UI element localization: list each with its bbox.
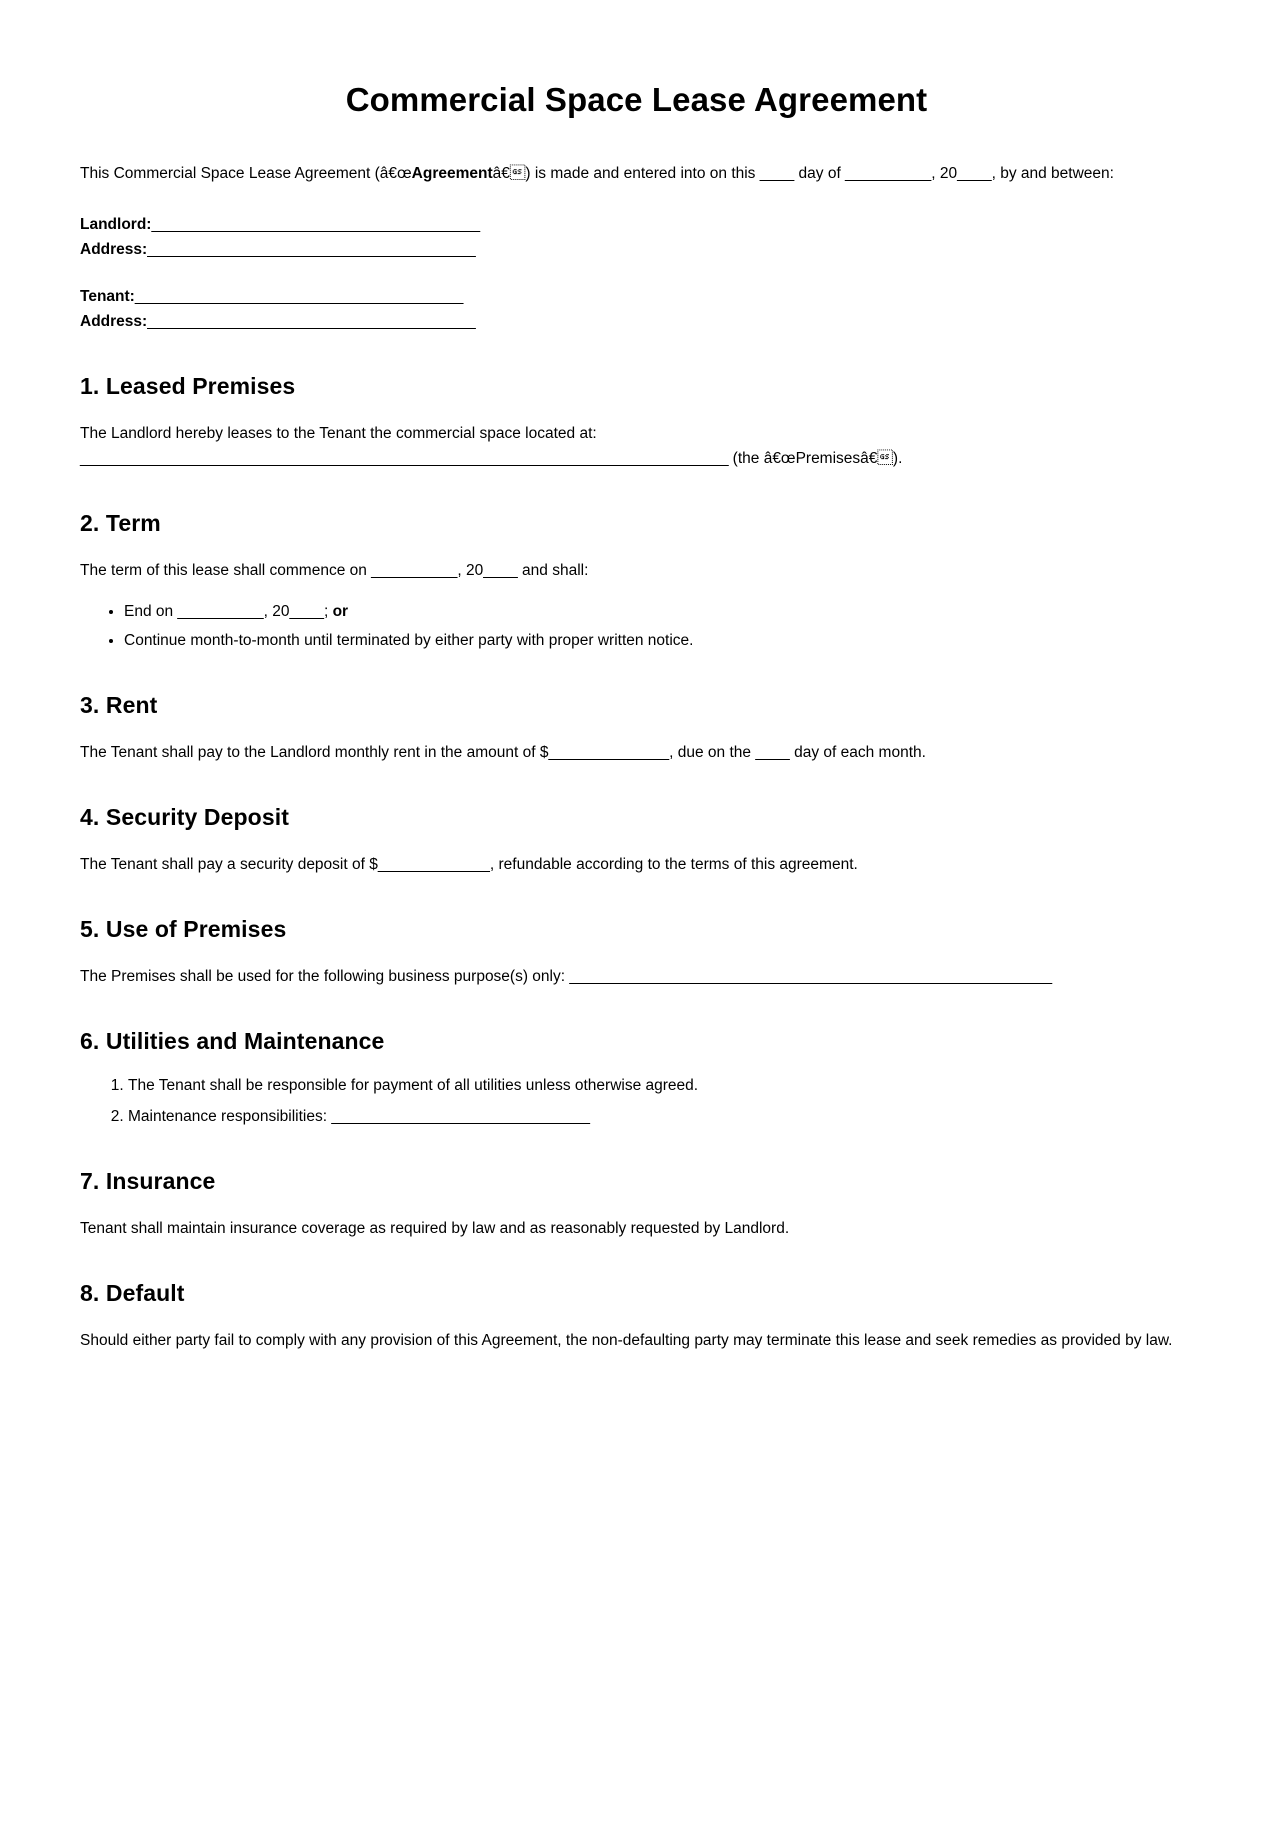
section-heading-use-of-premises: 5. Use of Premises <box>80 916 287 943</box>
leased-premises-text: The Landlord hereby leases to the Tenant the commercial space located at: <box>80 424 597 442</box>
leased-premises-address-line <box>80 446 1193 471</box>
landlord-address-line <box>80 237 1193 262</box>
list-item: 1. The Tenant shall be responsible for payment of all utilities unless otherwise agreed. <box>128 1073 1193 1098</box>
term-option-or-conjunction: or <box>332 603 349 621</box>
landlord-address-label: Address: <box>80 240 148 258</box>
use-of-premises-text: The Premises shall be used for the following business purpose(s) only: ________________________________________________________ <box>80 968 1053 986</box>
term-option-month-to-month-text: Continue month-to-month until terminated by either party with proper written notice. <box>124 632 694 650</box>
page-title: Commercial Space Lease Agreement <box>345 81 928 118</box>
landlord-line <box>80 212 1193 237</box>
tenant-address-blank-field[interactable]: _______________________________________ <box>147 312 476 330</box>
section-heading-term: 2. Term <box>80 510 161 537</box>
list-item: 2. Maintenance responsibilities: ______________________________ <box>128 1104 1193 1129</box>
list-item <box>124 599 1193 624</box>
tenant-address-line <box>80 309 1193 334</box>
tenant-address-label: Address: <box>80 312 148 330</box>
section-heading-rent: 3. Rent <box>80 692 158 719</box>
utilities-maintenance-list <box>80 1073 1193 1129</box>
section-heading-security-deposit: 4. Security Deposit <box>80 804 289 831</box>
security-deposit-text: The Tenant shall pay a security deposit of $_____________, refundable according to the terms of this agreement. <box>80 856 858 874</box>
tenant-label: Tenant: <box>80 287 135 305</box>
tenant-line <box>80 284 1193 309</box>
section-body-insurance <box>80 1216 1193 1241</box>
default-text: Should either party fail to comply with any provision of this Agreement, the non-defaulting party may terminate this lease and seek remedies as provided by law. <box>80 1332 1173 1350</box>
leased-premises-blank-field[interactable]: _____________________________________________________________________________ <box>80 450 729 468</box>
section-heading-insurance: 7. Insurance <box>80 1168 216 1195</box>
term-options-list <box>80 599 1193 653</box>
intro-paragraph <box>80 162 1193 186</box>
landlord-blank-field[interactable]: _______________________________________ <box>151 215 480 233</box>
intro-text-before-bold: This Commercial Space Lease Agreement (â€œ <box>80 164 412 182</box>
section-body-leased-premises <box>80 421 1193 471</box>
section-heading-leased-premises: 1. Leased Premises <box>80 373 296 400</box>
parties-block <box>80 212 1193 334</box>
section-body-use-of-premises <box>80 964 1193 989</box>
section-heading-utilities-and-maintenance: 6. Utilities and Maintenance <box>80 1028 385 1055</box>
landlord-address-blank-field[interactable]: _______________________________________ <box>147 240 476 258</box>
insurance-text: Tenant shall maintain insurance coverage as required by law and as reasonably requested by Landlord. <box>80 1220 790 1238</box>
section-body-term <box>80 558 1193 583</box>
tenant-group <box>80 284 1193 334</box>
landlord-label: Landlord: <box>80 215 152 233</box>
term-option-end-on-text: End on __________, 20____; <box>124 603 333 621</box>
list-item <box>124 628 1193 653</box>
section-body-default <box>80 1328 1193 1353</box>
intro-text-after-bold: â€ ) is made and entered into on this ____ day of __________, 20____, by and between: <box>492 164 1114 182</box>
rent-text: The Tenant shall pay to the Landlord monthly rent in the amount of $______________, due on the ____ day of each month. <box>80 744 926 762</box>
section-body-security-deposit <box>80 852 1193 877</box>
section-body-rent <box>80 740 1193 765</box>
tenant-blank-field[interactable]: _______________________________________ <box>134 287 464 305</box>
leased-premises-defined-term: (the â€œPremisesâ€ ). <box>728 450 903 468</box>
section-heading-default: 8. Default <box>80 1280 185 1307</box>
intro-defined-term: Agreement <box>411 164 493 182</box>
term-commencement-text: The term of this lease shall commence on __________, 20____ and shall: <box>80 562 589 580</box>
landlord-group <box>80 212 1193 262</box>
